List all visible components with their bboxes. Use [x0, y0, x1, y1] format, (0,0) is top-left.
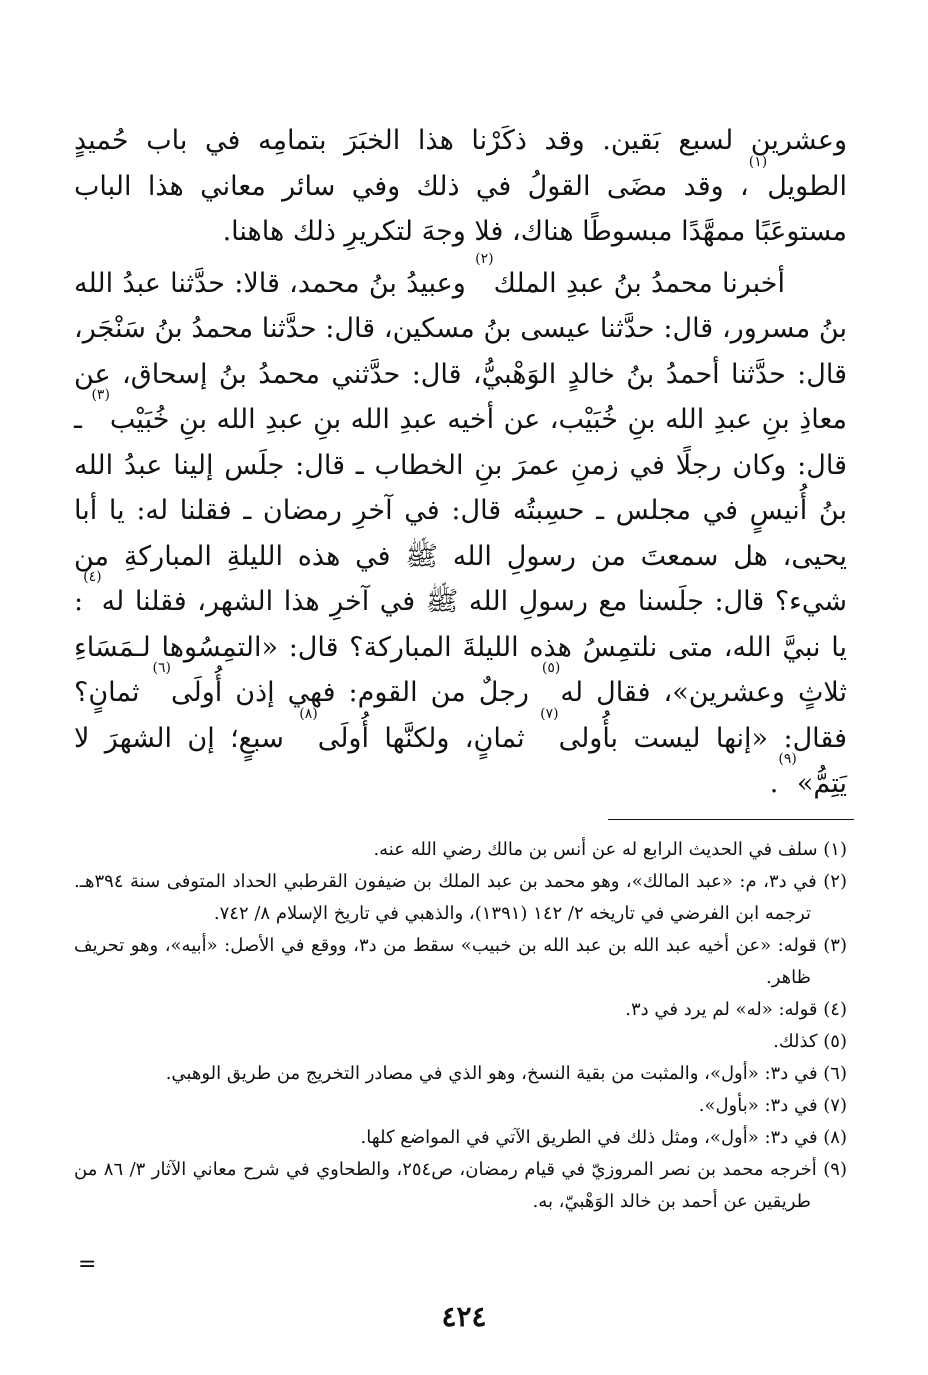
- footnote-ref-8[interactable]: (٨): [299, 705, 318, 722]
- paragraph-2-text-f: ثمانٍ؟ فقال: «إنها ليست بأُولى: [74, 677, 847, 754]
- footnote-ref-6[interactable]: (٦): [152, 660, 171, 676]
- paragraph-1: [74, 118, 847, 255]
- paragraph-2: [74, 250, 847, 807]
- footnote-4: (٤) قوله: «له» لم يرد في د٣.: [625, 999, 847, 1020]
- footnote-ref-7[interactable]: (٧): [540, 705, 559, 722]
- footnote-8: (٨) في د٣: «أول»، ومثل ذلك في الطريق الآتي في المواضع كلها.: [360, 1127, 847, 1148]
- paragraph-2-end: .: [769, 768, 779, 799]
- paragraph-1-text-cont: ، وقد مضَى القولُ في ذلك وفي سائر معاني هذا الباب مستوعَبًا ممهَّدًا مبسوطًا هناك، فلا وجهَ لتكريرِ ذلك هاهنا.: [74, 170, 847, 247]
- paragraph-2-text-d: : يا نبيَّ الله، متى نلتمِسُ هذه الليلةَ المباركة؟ قال: «التمِسُوها لـمَسَاءِ ثلاثٍ وعشرين»، فقال له: [74, 586, 847, 708]
- footnote-ref-9[interactable]: (٩): [778, 751, 797, 767]
- paragraph-2-text-e: رجلٌ من القوم: فهي إذن أُولَى: [171, 677, 542, 708]
- footnote-separator: [608, 819, 854, 820]
- paragraph-1-text: وعشرين لسبع بَقين. وقد ذكَرْنا هذا الخبَرَ بتمامِه في باب حُميدٍ الطويل: [74, 125, 847, 202]
- footnote-1: (١) سلف في الحديث الرابع له عن أنس بن مالك رضي الله عنه.: [373, 839, 847, 860]
- footnote-5: (٥) كذلك.: [773, 1031, 847, 1052]
- paragraph-2-text-b: وعبيدُ بنُ محمد، قالا: حدَّثنا عبدُ الله بنُ مسرور، قال: حدَّثنا عيسى بنُ مسكين، قال: حدَّثنا محمدُ بنُ سَنْجَر، قال: حدَّثنا أحمدُ بنُ خالدٍ الوَهْبيُّ، قال: حدَّثني محمدُ بنُ إسحاق، عن معاذِ بنِ عبدِ الله بنِ خُبَيْب، عن أخيه عبدِ الله بنِ عبدِ الله بنِ خُبَيْب: [74, 267, 847, 435]
- footnote-ref-2[interactable]: (٢): [475, 250, 494, 267]
- footnotes-section: [74, 834, 847, 1218]
- footnote-3: (٣) قوله: «عن أخيه عبد الله بن عبد الله بن خبيب» سقط من د٣، ووقع في الأصل: «أبيه»، وهو تحريف ظاهر.: [74, 935, 847, 988]
- footnote-ref-5[interactable]: (٥): [541, 660, 561, 676]
- paragraph-2-text-g: ثمانٍ، ولكنَّها أُولَى: [317, 722, 541, 754]
- footnote-7: (٧) في د٣: «بأول».: [698, 1095, 847, 1116]
- body-text: [74, 118, 847, 807]
- footnote-9: (٩) أخرجه محمد بن نصر المروزيّ في قيام رمضان، ص٢٥٤، والطحاوي في شرح معاني الآثار ٣/ ٨٦ من طريقين عن أحمد بن خالد الوَهْبيّ، به.: [74, 1159, 847, 1212]
- main-text-block: [74, 118, 847, 807]
- footnote-ref-4[interactable]: (٤): [83, 569, 102, 585]
- footnote-ref-1[interactable]: (١): [748, 153, 768, 170]
- footnote-6: (٦) في د٣: «أول»، والمثبت من بقية النسخ، وهو الذي في مصادر التخريج من طريق الوهبي.: [165, 1063, 847, 1084]
- footnote-ref-3[interactable]: (٣): [91, 387, 110, 403]
- paragraph-2-text-h: سبعٍ؛ إن الشهرَ لا يَتِمُّ»: [74, 722, 847, 799]
- page-number: ٤٢٤: [441, 1300, 487, 1333]
- footnote-2: (٢) في د٣، م: «عبد المالك»، وهو محمد بن عبد الملك بن ضيفون القرطبي الحداد المتوفى سنة ٣٩٤هـ. ترجمه ابن الفرضي في تاريخه ٢/ ١٤٢ (١٣٩١)، والذهبي في تاريخ الإسلام ٨/ ٧٤٢.: [74, 871, 847, 924]
- paragraph-2-text-c: ـ قال: وكان رجلًا في زمنِ عمرَ بنِ الخطاب ـ قال: جلَس إلينا عبدُ الله بنُ أُنيسٍ في مجلس ـ حسِبتُه قال: في آخرِ رمضان ـ فقلنا له: يا أبا يحيى، هل سمعتَ من رسولِ الله ﷺ في هذه الليلةِ المباركةِ من شيء؟ قال: جلَسنا مع رسولِ الله ﷺ في آخرِ هذا الشهر، فقلنا له: [74, 404, 847, 617]
- continuation-mark: =: [78, 1252, 97, 1277]
- paragraph-2-text-a: أخبرنا محمدُ بنُ عبدِ الملك: [493, 267, 785, 299]
